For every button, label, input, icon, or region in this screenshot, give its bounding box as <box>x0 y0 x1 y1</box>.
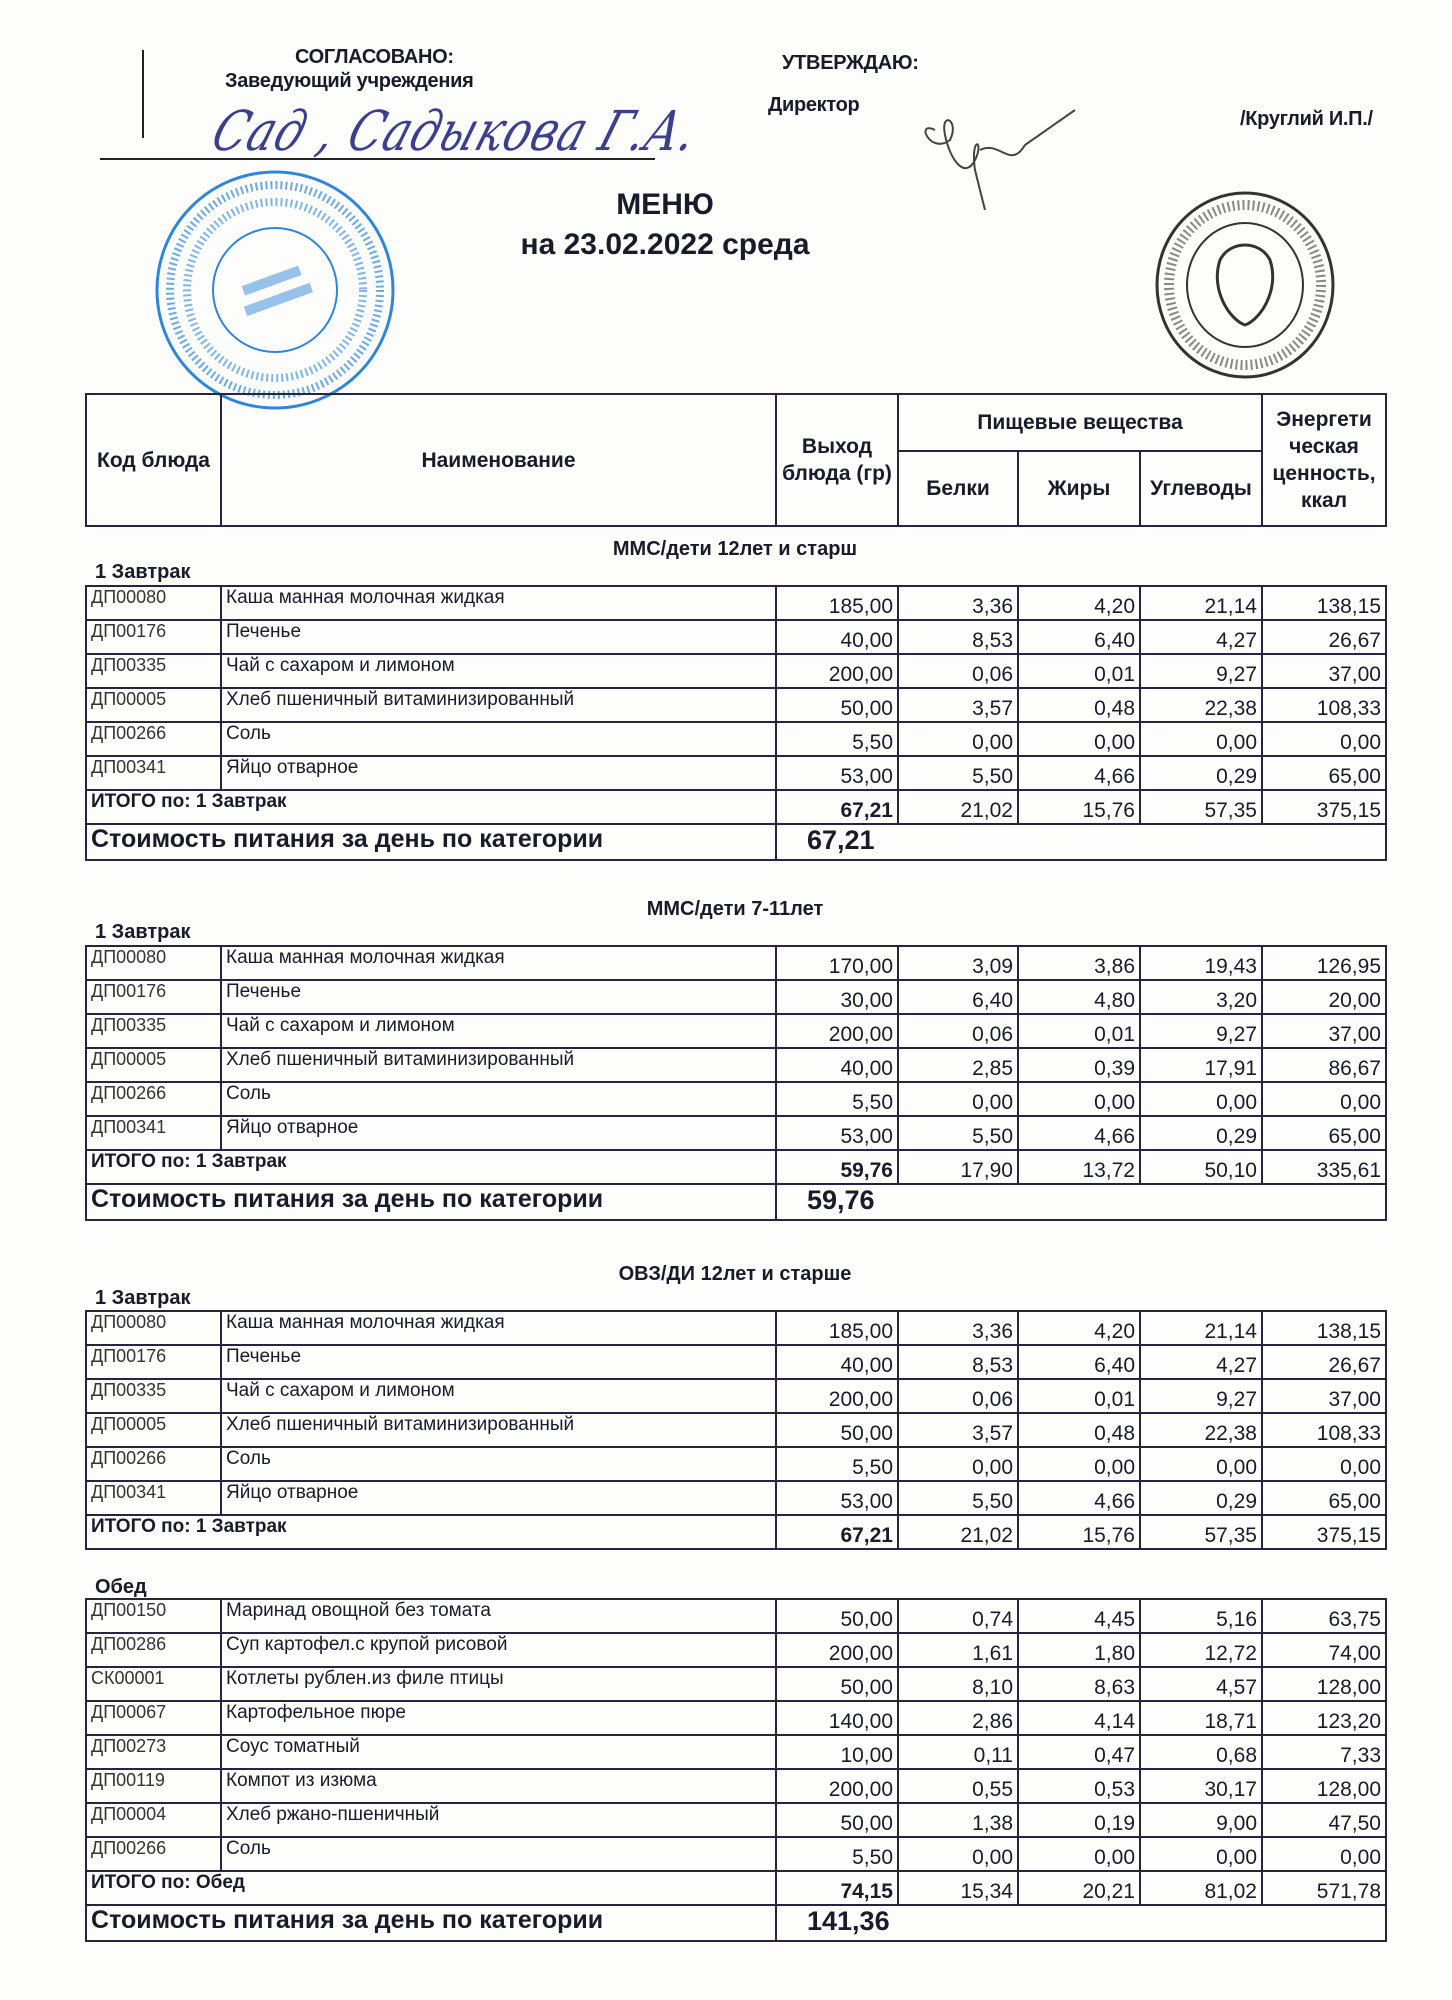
total-fat: 15,76 <box>1018 1515 1140 1549</box>
dish-fat: 4,80 <box>1018 980 1140 1014</box>
total-protein: 21,02 <box>898 790 1018 824</box>
dish-energy: 26,67 <box>1262 1345 1386 1379</box>
agreed-label: СОГЛАСОВАНО: <box>295 46 454 68</box>
dish-output: 200,00 <box>776 1769 898 1803</box>
dish-energy: 65,00 <box>1262 1481 1386 1515</box>
dish-code: СК00001 <box>86 1667 221 1701</box>
dish-output: 200,00 <box>776 654 898 688</box>
dish-name: Суп картофел.с крупой рисовой <box>221 1633 776 1667</box>
dish-fat: 0,00 <box>1018 1837 1140 1871</box>
dish-energy: 0,00 <box>1262 1447 1386 1481</box>
table-row <box>86 1667 1386 1701</box>
dish-output: 140,00 <box>776 1701 898 1735</box>
dish-energy: 7,33 <box>1262 1735 1386 1769</box>
dish-output: 200,00 <box>776 1379 898 1413</box>
dish-energy: 86,67 <box>1262 1048 1386 1082</box>
dish-code: ДП00080 <box>86 586 221 620</box>
dish-protein: 5,50 <box>898 1116 1018 1150</box>
table-row <box>86 1345 1386 1379</box>
dish-code: ДП00176 <box>86 980 221 1014</box>
table-row <box>86 1803 1386 1837</box>
dish-protein: 0,00 <box>898 1837 1018 1871</box>
col-protein: Белки <box>898 451 1018 526</box>
meal-label: 1 Завтрак <box>95 561 191 583</box>
dish-protein: 0,00 <box>898 722 1018 756</box>
dish-carbs: 9,27 <box>1140 654 1262 688</box>
dish-output: 50,00 <box>776 688 898 722</box>
signature-left: Сад , Садыкова Г.А. <box>204 100 707 164</box>
dish-code: ДП00176 <box>86 620 221 654</box>
total-fat: 15,76 <box>1018 790 1140 824</box>
total-energy: 335,61 <box>1262 1150 1386 1184</box>
table-row <box>86 980 1386 1014</box>
total-fat: 20,21 <box>1018 1871 1140 1905</box>
dish-output: 5,50 <box>776 1837 898 1871</box>
total-protein: 21,02 <box>898 1515 1018 1549</box>
dish-energy: 0,00 <box>1262 722 1386 756</box>
section-title: ММС/дети 7-11лет <box>646 898 824 920</box>
total-carbs: 50,10 <box>1140 1150 1262 1184</box>
table-row <box>86 1701 1386 1735</box>
dish-output: 30,00 <box>776 980 898 1014</box>
dish-output: 50,00 <box>776 1803 898 1837</box>
dish-protein: 6,40 <box>898 980 1018 1014</box>
dish-protein: 3,09 <box>898 946 1018 980</box>
stamp-black-seal <box>1150 190 1340 380</box>
dish-name: Маринад овощной без томата <box>221 1599 776 1633</box>
menu-table-header <box>85 393 1387 527</box>
section-title: ММС/дети 12лет и старш <box>612 538 858 560</box>
dish-fat: 0,39 <box>1018 1048 1140 1082</box>
page-title: МЕНЮ <box>616 188 714 221</box>
col-nutrients: Пищевые вещества <box>898 394 1262 451</box>
dish-carbs: 0,68 <box>1140 1735 1262 1769</box>
dish-energy: 108,33 <box>1262 1413 1386 1447</box>
dish-name: Яйцо отварное <box>221 756 776 790</box>
dish-output: 40,00 <box>776 1048 898 1082</box>
dish-carbs: 4,27 <box>1140 620 1262 654</box>
dish-code: ДП00266 <box>86 722 221 756</box>
dish-energy: 65,00 <box>1262 756 1386 790</box>
dish-fat: 1,80 <box>1018 1633 1140 1667</box>
dish-name: Яйцо отварное <box>221 1481 776 1515</box>
section-title: ОВЗ/ДИ 12лет и старше <box>618 1263 852 1285</box>
page-subtitle: на 23.02.2022 среда <box>520 228 810 261</box>
dish-carbs: 18,71 <box>1140 1701 1262 1735</box>
cost-label: Стоимость питания за день по категории <box>86 824 776 860</box>
dish-fat: 0,01 <box>1018 1379 1140 1413</box>
dish-protein: 0,55 <box>898 1769 1018 1803</box>
dish-fat: 4,66 <box>1018 1116 1140 1150</box>
dish-energy: 0,00 <box>1262 1837 1386 1871</box>
dish-name: Печенье <box>221 980 776 1014</box>
dish-code: ДП00341 <box>86 756 221 790</box>
col-energy: Энергети ческая ценность, ккал <box>1262 394 1386 526</box>
cost-label: Стоимость питания за день по категории <box>86 1184 776 1220</box>
table-row <box>86 654 1386 688</box>
dish-name: Чай с сахаром и лимоном <box>221 1014 776 1048</box>
total-carbs: 57,35 <box>1140 790 1262 824</box>
dish-code: ДП00266 <box>86 1447 221 1481</box>
dish-name: Соль <box>221 1447 776 1481</box>
dish-name: Котлеты рублен.из филе птицы <box>221 1667 776 1701</box>
dish-output: 40,00 <box>776 620 898 654</box>
table-row <box>86 1447 1386 1481</box>
dish-carbs: 22,38 <box>1140 688 1262 722</box>
table-row <box>86 1311 1386 1345</box>
total-row <box>86 1150 1386 1184</box>
dish-energy: 37,00 <box>1262 1379 1386 1413</box>
dish-output: 170,00 <box>776 946 898 980</box>
dish-code: ДП00341 <box>86 1116 221 1150</box>
col-code: Код блюда <box>86 394 221 526</box>
dish-protein: 8,53 <box>898 1345 1018 1379</box>
table-row <box>86 688 1386 722</box>
total-carbs: 81,02 <box>1140 1871 1262 1905</box>
dish-code: ДП00335 <box>86 1379 221 1413</box>
dish-carbs: 0,29 <box>1140 1481 1262 1515</box>
dish-protein: 0,74 <box>898 1599 1018 1633</box>
total-label: ИТОГО по: 1 Завтрак <box>86 790 776 824</box>
dish-code: ДП00005 <box>86 1413 221 1447</box>
dish-fat: 6,40 <box>1018 620 1140 654</box>
dish-energy: 65,00 <box>1262 1116 1386 1150</box>
dish-carbs: 22,38 <box>1140 1413 1262 1447</box>
dish-protein: 1,61 <box>898 1633 1018 1667</box>
dish-fat: 0,00 <box>1018 1082 1140 1116</box>
dish-code: ДП00335 <box>86 654 221 688</box>
dish-protein: 0,06 <box>898 1379 1018 1413</box>
total-fat: 13,72 <box>1018 1150 1140 1184</box>
dish-carbs: 17,91 <box>1140 1048 1262 1082</box>
dish-output: 53,00 <box>776 756 898 790</box>
margin-line <box>142 50 144 138</box>
dish-output: 10,00 <box>776 1735 898 1769</box>
dish-code: ДП00080 <box>86 946 221 980</box>
table-row <box>86 1116 1386 1150</box>
dish-carbs: 0,00 <box>1140 1082 1262 1116</box>
dish-protein: 1,38 <box>898 1803 1018 1837</box>
dish-output: 50,00 <box>776 1599 898 1633</box>
dish-code: ДП00266 <box>86 1837 221 1871</box>
dish-energy: 0,00 <box>1262 1082 1386 1116</box>
dish-carbs: 0,00 <box>1140 1837 1262 1871</box>
dish-name: Хлеб пшеничный витаминизированный <box>221 688 776 722</box>
dish-carbs: 0,00 <box>1140 722 1262 756</box>
dish-code: ДП00067 <box>86 1701 221 1735</box>
total-energy: 375,15 <box>1262 790 1386 824</box>
dish-fat: 4,20 <box>1018 1311 1140 1345</box>
dish-name: Каша манная молочная жидкая <box>221 586 776 620</box>
dish-protein: 3,36 <box>898 1311 1018 1345</box>
dish-carbs: 21,14 <box>1140 586 1262 620</box>
dish-fat: 0,48 <box>1018 688 1140 722</box>
dish-output: 40,00 <box>776 1345 898 1379</box>
cost-value: 67,21 <box>776 824 1386 860</box>
dish-output: 50,00 <box>776 1413 898 1447</box>
dish-carbs: 0,00 <box>1140 1447 1262 1481</box>
dish-name: Чай с сахаром и лимоном <box>221 654 776 688</box>
total-output: 67,21 <box>776 1515 898 1549</box>
dish-fat: 0,00 <box>1018 722 1140 756</box>
dish-fat: 6,40 <box>1018 1345 1140 1379</box>
meal-label: 1 Завтрак <box>95 921 191 943</box>
table-row <box>86 1837 1386 1871</box>
dish-fat: 0,01 <box>1018 1014 1140 1048</box>
dish-name: Чай с сахаром и лимоном <box>221 1379 776 1413</box>
dish-energy: 47,50 <box>1262 1803 1386 1837</box>
dish-carbs: 0,29 <box>1140 756 1262 790</box>
dish-code: ДП00119 <box>86 1769 221 1803</box>
menu-table <box>85 1598 1387 1942</box>
dish-protein: 3,36 <box>898 586 1018 620</box>
dish-code: ДП00004 <box>86 1803 221 1837</box>
menu-table <box>85 1310 1387 1550</box>
dish-name: Каша манная молочная жидкая <box>221 1311 776 1345</box>
dish-carbs: 12,72 <box>1140 1633 1262 1667</box>
dish-output: 50,00 <box>776 1667 898 1701</box>
dish-carbs: 3,20 <box>1140 980 1262 1014</box>
table-row <box>86 1481 1386 1515</box>
table-row <box>86 1082 1386 1116</box>
dish-energy: 138,15 <box>1262 586 1386 620</box>
dish-code: ДП00341 <box>86 1481 221 1515</box>
dish-protein: 3,57 <box>898 1413 1018 1447</box>
dish-fat: 0,53 <box>1018 1769 1140 1803</box>
table-row <box>86 1048 1386 1082</box>
table-row <box>86 946 1386 980</box>
menu-table <box>85 585 1387 861</box>
total-carbs: 57,35 <box>1140 1515 1262 1549</box>
dish-fat: 4,45 <box>1018 1599 1140 1633</box>
total-output: 74,15 <box>776 1871 898 1905</box>
dish-output: 185,00 <box>776 1311 898 1345</box>
dish-output: 53,00 <box>776 1116 898 1150</box>
approver-name: /Круглий И.П./ <box>1240 108 1373 130</box>
dish-protein: 2,86 <box>898 1701 1018 1735</box>
cost-row <box>86 1905 1386 1941</box>
dish-carbs: 0,29 <box>1140 1116 1262 1150</box>
dish-protein: 8,53 <box>898 620 1018 654</box>
total-protein: 15,34 <box>898 1871 1018 1905</box>
dish-energy: 63,75 <box>1262 1599 1386 1633</box>
dish-protein: 0,00 <box>898 1082 1018 1116</box>
dish-energy: 138,15 <box>1262 1311 1386 1345</box>
dish-code: ДП00286 <box>86 1633 221 1667</box>
dish-energy: 20,00 <box>1262 980 1386 1014</box>
dish-output: 5,50 <box>776 1447 898 1481</box>
dish-code: ДП00005 <box>86 1048 221 1082</box>
total-row <box>86 790 1386 824</box>
dish-carbs: 21,14 <box>1140 1311 1262 1345</box>
cost-value: 141,36 <box>776 1905 1386 1941</box>
table-row <box>86 1379 1386 1413</box>
dish-carbs: 19,43 <box>1140 946 1262 980</box>
dish-fat: 0,00 <box>1018 1447 1140 1481</box>
meal-label: 1 Завтрак <box>95 1287 191 1309</box>
dish-name: Яйцо отварное <box>221 1116 776 1150</box>
dish-output: 185,00 <box>776 586 898 620</box>
dish-code: ДП00176 <box>86 1345 221 1379</box>
dish-energy: 128,00 <box>1262 1769 1386 1803</box>
dish-fat: 0,48 <box>1018 1413 1140 1447</box>
dish-energy: 26,67 <box>1262 620 1386 654</box>
menu-table <box>85 945 1387 1221</box>
total-label: ИТОГО по: 1 Завтрак <box>86 1150 776 1184</box>
stamp-blue-seal <box>150 165 400 415</box>
table-row <box>86 586 1386 620</box>
dish-name: Картофельное пюре <box>221 1701 776 1735</box>
table-row <box>86 620 1386 654</box>
dish-fat: 4,20 <box>1018 586 1140 620</box>
dish-fat: 0,01 <box>1018 654 1140 688</box>
dish-protein: 0,11 <box>898 1735 1018 1769</box>
table-row <box>86 1633 1386 1667</box>
total-row <box>86 1515 1386 1549</box>
dish-output: 200,00 <box>776 1014 898 1048</box>
total-output: 59,76 <box>776 1150 898 1184</box>
cost-value: 59,76 <box>776 1184 1386 1220</box>
dish-protein: 2,85 <box>898 1048 1018 1082</box>
dish-code: ДП00266 <box>86 1082 221 1116</box>
total-protein: 17,90 <box>898 1150 1018 1184</box>
dish-fat: 8,63 <box>1018 1667 1140 1701</box>
dish-code: ДП00080 <box>86 1311 221 1345</box>
cost-label: Стоимость питания за день по категории <box>86 1905 776 1941</box>
total-label: ИТОГО по: Обед <box>86 1871 776 1905</box>
col-output: Выход блюда (гр) <box>776 394 898 526</box>
dish-output: 53,00 <box>776 1481 898 1515</box>
table-row <box>86 1413 1386 1447</box>
dish-energy: 128,00 <box>1262 1667 1386 1701</box>
dish-output: 200,00 <box>776 1633 898 1667</box>
col-carbs: Углеводы <box>1140 451 1262 526</box>
dish-name: Соль <box>221 722 776 756</box>
dish-protein: 0,06 <box>898 1014 1018 1048</box>
col-fat: Жиры <box>1018 451 1140 526</box>
dish-code: ДП00273 <box>86 1735 221 1769</box>
table-row <box>86 1014 1386 1048</box>
dish-energy: 123,20 <box>1262 1701 1386 1735</box>
cost-row <box>86 824 1386 860</box>
total-energy: 375,15 <box>1262 1515 1386 1549</box>
dish-fat: 0,47 <box>1018 1735 1140 1769</box>
dish-fat: 0,19 <box>1018 1803 1140 1837</box>
dish-protein: 0,06 <box>898 654 1018 688</box>
dish-carbs: 30,17 <box>1140 1769 1262 1803</box>
dish-name: Соус томатный <box>221 1735 776 1769</box>
dish-energy: 37,00 <box>1262 654 1386 688</box>
dish-protein: 3,57 <box>898 688 1018 722</box>
approve-position: Директор <box>768 94 860 116</box>
table-row <box>86 1599 1386 1633</box>
dish-name: Хлеб пшеничный витаминизированный <box>221 1413 776 1447</box>
dish-name: Хлеб пшеничный витаминизированный <box>221 1048 776 1082</box>
dish-carbs: 9,27 <box>1140 1014 1262 1048</box>
dish-fat: 3,86 <box>1018 946 1140 980</box>
dish-carbs: 9,27 <box>1140 1379 1262 1413</box>
dish-energy: 108,33 <box>1262 688 1386 722</box>
dish-carbs: 4,27 <box>1140 1345 1262 1379</box>
dish-fat: 4,66 <box>1018 756 1140 790</box>
dish-output: 5,50 <box>776 722 898 756</box>
dish-code: ДП00335 <box>86 1014 221 1048</box>
total-energy: 571,78 <box>1262 1871 1386 1905</box>
table-row <box>86 756 1386 790</box>
cost-row <box>86 1184 1386 1220</box>
dish-energy: 74,00 <box>1262 1633 1386 1667</box>
col-name: Наименование <box>221 394 776 526</box>
dish-protein: 8,10 <box>898 1667 1018 1701</box>
total-row <box>86 1871 1386 1905</box>
dish-fat: 4,66 <box>1018 1481 1140 1515</box>
dish-name: Каша манная молочная жидкая <box>221 946 776 980</box>
dish-protein: 5,50 <box>898 756 1018 790</box>
dish-name: Печенье <box>221 620 776 654</box>
table-row <box>86 1769 1386 1803</box>
dish-code: ДП00005 <box>86 688 221 722</box>
total-label: ИТОГО по: 1 Завтрак <box>86 1515 776 1549</box>
total-output: 67,21 <box>776 790 898 824</box>
dish-code: ДП00150 <box>86 1599 221 1633</box>
dish-carbs: 4,57 <box>1140 1667 1262 1701</box>
meal-label: Обед <box>95 1576 147 1598</box>
agreed-position: Заведующий учреждения <box>225 70 474 92</box>
dish-carbs: 9,00 <box>1140 1803 1262 1837</box>
dish-name: Компот из изюма <box>221 1769 776 1803</box>
dish-energy: 126,95 <box>1262 946 1386 980</box>
dish-name: Соль <box>221 1082 776 1116</box>
dish-carbs: 5,16 <box>1140 1599 1262 1633</box>
approve-label: УТВЕРЖДАЮ: <box>782 52 919 74</box>
dish-name: Хлеб ржано-пшеничный <box>221 1803 776 1837</box>
table-row <box>86 722 1386 756</box>
dish-fat: 4,14 <box>1018 1701 1140 1735</box>
dish-protein: 5,50 <box>898 1481 1018 1515</box>
dish-energy: 37,00 <box>1262 1014 1386 1048</box>
table-row <box>86 1735 1386 1769</box>
dish-name: Соль <box>221 1837 776 1871</box>
dish-output: 5,50 <box>776 1082 898 1116</box>
dish-protein: 0,00 <box>898 1447 1018 1481</box>
dish-name: Печенье <box>221 1345 776 1379</box>
